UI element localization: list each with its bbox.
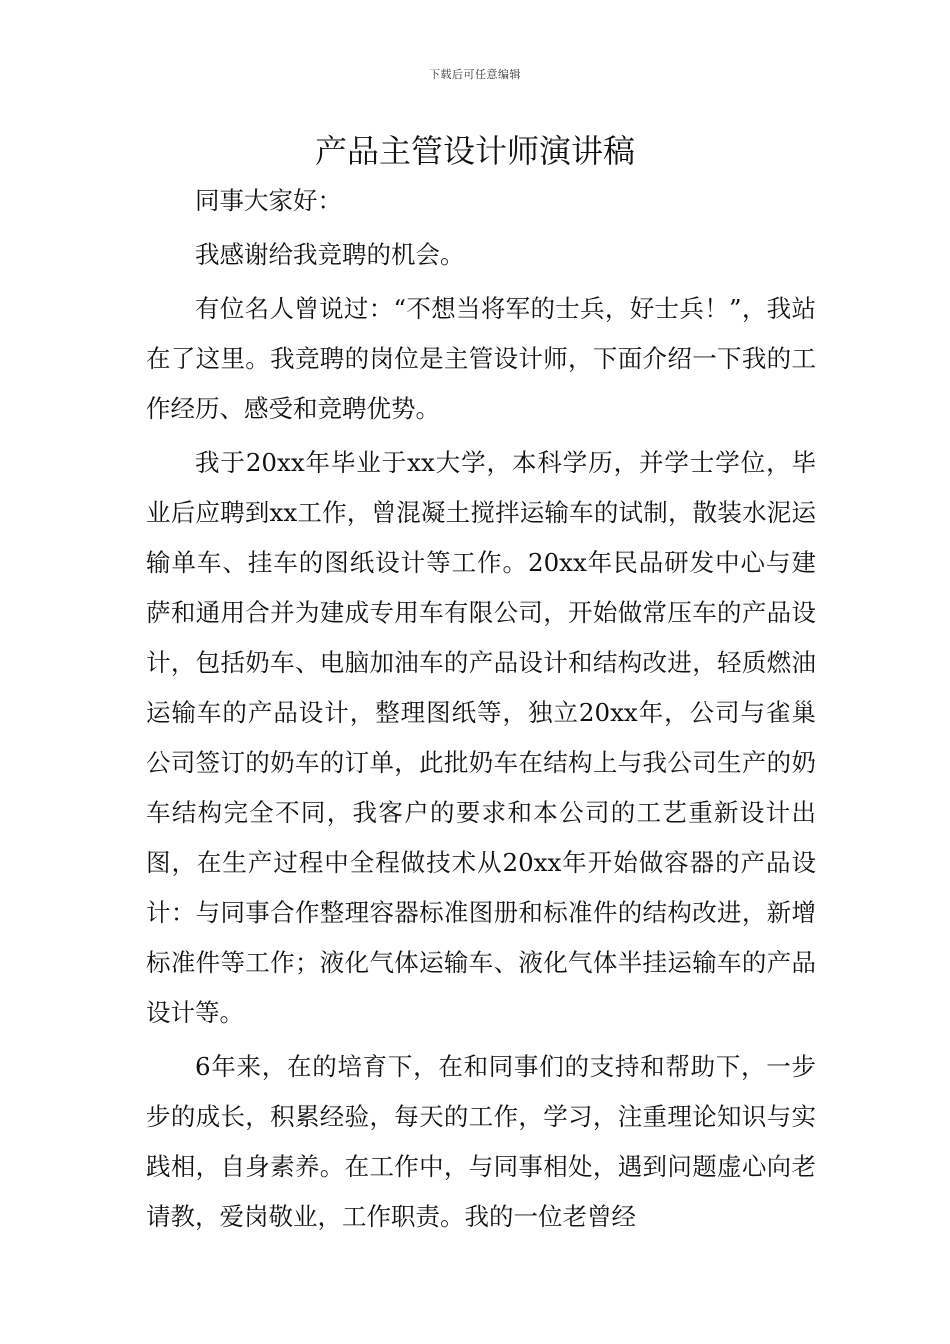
- document-title: 产品主管设计师演讲稿: [314, 132, 635, 170]
- document-body: [146, 176, 816, 1242]
- paragraph-experience: 我于20xx年毕业于xx大学，本科学历，并学士学位，毕业后应聘到xx工作，曾混凝土搅拌运输车的试制，散装水泥运输单车、挂车的图纸设计等工作。20xx年民品研发中心与建萨和通用合并为建成专用车有限公司，开始做常压车的产品设计，包括奶车、电脑加油车的产品设计和结构改进，轻质燃油运输车的产品设计，整理图纸等，独立20xx年，公司与雀巢公司签订的奶车的订单，此批奶车在结构上与我公司生产的奶车结构完全不同，我客户的要求和本公司的工艺重新设计出图，在生产过程中全程做技术从20xx年开始做容器的产品设计：与同事合作整理容器标准图册和标准件的结构改进，新增标准件等工作；液化气体运输车、液化气体半挂运输车的产品设计等。: [146, 448, 816, 1027]
- paragraph-intro: 有位名人曾说过：“不想当将军的士兵，好士兵！”，我站在了这里。我竞聘的岗位是主管设计师，下面介绍一下我的工作经历、感受和竞聘优势。: [146, 294, 816, 423]
- paragraph-greeting: 同事大家好：: [195, 186, 342, 215]
- paragraph-thanks: 我感谢给我竞聘的机会。: [195, 240, 465, 269]
- paragraph-growth: 6年来，在的培育下，在和同事们的支持和帮助下，一步步的成长，积累经验，每天的工作，学习，注重理论知识与实践相，自身素养。在工作中，与同事相处，遇到问题虚心向老请教，爱岗敬业，工作职责。我的一位老曾经: [146, 1052, 816, 1231]
- header-note: 下载后可任意编辑: [429, 68, 521, 81]
